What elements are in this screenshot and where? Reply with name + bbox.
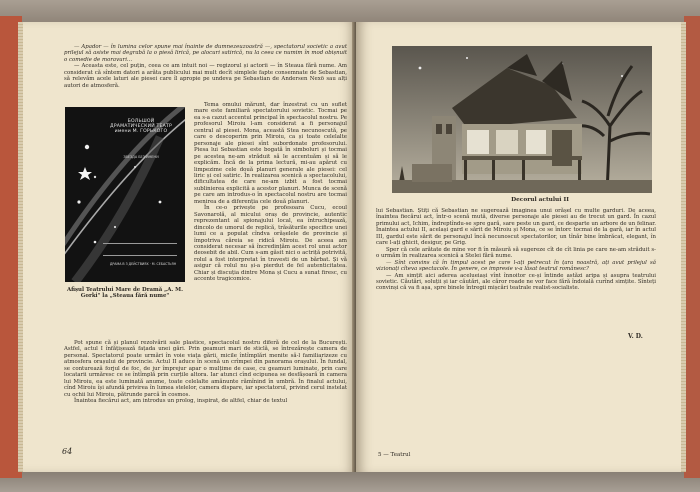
page-footer-right: 5 — Teatrul xyxy=(378,452,411,458)
stage-set-artwork xyxy=(392,46,652,193)
paragraph: — Am simțit aici aderea acelueiași vînt înnoitor ce-și întinde astăzi aripa și asupra teatrului sovietic. Căutări, soluții și iar căutări, ale căror roade ne vor face fără îndoială curînd simțite. Sînteți convinși că va fi așa, spre binele întregii mișcări teatrale realist-socialiste. xyxy=(376,272,656,292)
poster-caption: Afișul Teatrului Mare de Dramă „A. M. Gorki" la „Steaua fără nume" xyxy=(67,287,183,300)
page-stack-left xyxy=(18,22,23,472)
book-cover-top xyxy=(0,0,700,24)
cover-edge-right xyxy=(684,16,700,478)
paragraph: — Aceasta este, cel puțin, ceea ce am intuit noi — regizorul și actorii — în Steaua fără nume. Am considerat că sîntem datori a arăta publicului mai mult decît simplele fapte consemnate de Sebastian, să relevăm acele laturi ale piesei care îl apropie pe undeva pe Sebastian de Andersen Nexö sau alți autori de atmosferă. xyxy=(64,63,347,89)
left-column-text xyxy=(194,102,347,283)
book-cover-bottom xyxy=(0,470,700,492)
paragraph: Sper că cele arătate de mine vor fi în măsură să sugereze cît de cît linia pe care ne-am străduit s-o urmăm în realizarea scenică a Stelei fără nume. xyxy=(376,246,656,260)
theatre-poster-image xyxy=(65,107,185,282)
paragraph: Pot spune că și planul rezolvării sale plastice, spectacolul nostru diferă de cel de la București. Astfel, actul I înfățișează fațada unei gări. Prin geamuri mari de sticlă, se întrezărește camera de personal. Spectatorul poate urmări în voie viața gării, micile întîmplări menite să-l familiarizeze cu atmosfera orașului de provincie. Actul II aduce în scenă un crîmpei din panorama orașului. În fundal, se conturează forjul de foc, de jur împrejur apar o mulțime de case, cu geamuri luminate, prin care locatarii urmăresc ce se întîmplă prin curțile altora. Iar atunci cînd ecipunea se desfășoară în camera lui Miroiu, ea este luminată anume, toate celelalte amănunte rămînind în umbră. În finalul actului, cînd Miroiu își afundă privirea în lumea stelelor, camera dispare, iar spectatorul, privind cerul instelat cu ochii lui Miroiu, pătrunde parcă în cosmos. xyxy=(64,340,347,398)
poster-title: БОЛЬШОЙ ДРАМАТИЧЕСКИЙ ТЕАТР имени М. ГОРЬКОГО xyxy=(110,119,172,135)
poster-subtitle: ЗВЕЗДА БЕЗ ИМЕНИ xyxy=(123,155,159,159)
poster-footer: ДРАМА В 3 ДЕЙСТВИЯХ · М. СЕБАСТЬЯН xyxy=(109,262,177,266)
paragraph: — Apador — în lumina celor spune mai înainte de dumnezeuzoastră —, spectatorul societic a avut prilejul să asiste mai degrabă la o piesă lirică, pe alocuri satirică, nu la ceea ce numim în mod obișnuit o comedie de moravuri... xyxy=(64,44,347,63)
stage-photo-caption: Decorul actului II xyxy=(511,197,569,203)
page-stack-right xyxy=(681,22,686,472)
paragraph: — Sînt convins că în timpul acest pe care l-ați petrecut în țara noastră, ați avut prilejul să vizionați cîteva spectacole. În genere, ce impresie v-a lăsat teatrul românesc? xyxy=(376,259,656,273)
paragraph: lui Sebastian. Știți că Sebastian ne sugerează imaginea unui orășel cu multe garduri. De aceea, înaintea fiecărui act, într-o scenă mută, diverse personaje ale piesei au de trecut un gard. În cazul primului act, Ichim, îndreptîndu-se spre gară, sare peste un gard, ce desparte un arbore de un felinar. Înaintea actului II, același gard e sărit de Miroiu și Mona, ce se întorc tocmai de la gară, iar în actul III, gardul este sărit de personajul încă necunoscut spectatorilor, un tînăr bine îmbrăcat, elegant, în care l-ați ghicit, desigur, pe Grig. xyxy=(376,208,656,247)
right-text xyxy=(376,208,656,292)
paragraph: În ce-o privește pe profesoara Cucu, ecoul Savonarolă, al micului oraș de provincie, autentic reprezentant al spionajului local, ea întruchipează, dincolo de umorul de replică, trăsăturile specifice unei lumi ce a populat cîndva orășelele de provincie și împotriva căreia se ridică Miroiu. De aceea am considerat necesar să încredințăm acest rol unui actor deosebit de abil. Cum s-am găsit nici o actriță potrivită, rolul a fost interpretat în travesti de un bărbat. Și vă asigur că rolul nu și-a pierdut de fel autenticitatea. Chiar și discuția dintre Mona și Cucu a sunat firesc, cu accente tragicomice. xyxy=(194,205,347,283)
page-number-left: 64 xyxy=(62,447,73,456)
paragraph: Înaintea fiecărui act, am introdus un prolog, inspirat, de altfel, chiar de textul xyxy=(74,398,288,405)
left-bottom-text xyxy=(64,340,347,405)
author-signature: V. D. xyxy=(628,333,643,340)
left-intro-text xyxy=(64,44,347,89)
paragraph: Tema omului mărunt, dar înzestrat cu un suflet mare este familiară spectatorului sovietic. Tocmai pe ea s-a cazut accentul principal în spectacolul nostru. Pe profesorul Miroiu l-am considerat a fi personajul central al piesei. Mona, această Stea necunoscută, pe care o descoperim prin Miroiu, ca și toate celelalte personaje ale piesei sînt subordonate profesorului. Piesa lui Sebastian este bogată în simboluri și tocmai pe acestea ne-am străduit să le accentuăm și să le explicăm. Încă de la prima lectură, mi-au apărut cu limpezime cele două planuri generale ale piesei: cel liric și cel satiric. În realizarea scenică a spectacolului, dificultatea de care ne-am izbit a fost tocmai sublinierea explicită a acestor planuri. Munca de scenă pe care am introdus-o în spectacolul nostru are tocmai menirea de a diferenția cele două planuri. xyxy=(194,102,347,205)
stage-set-photo xyxy=(392,46,652,193)
